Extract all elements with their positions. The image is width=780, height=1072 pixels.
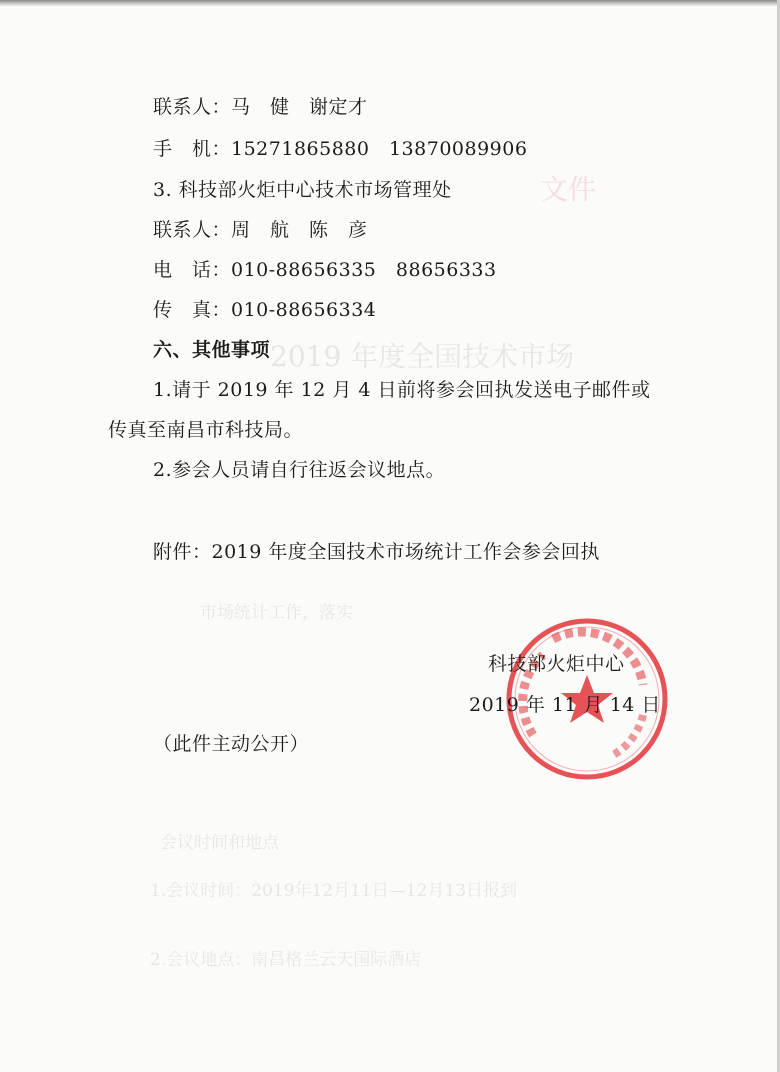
scan-top-edge <box>0 0 780 6</box>
bleed-through-para4: 2.会议地点：南昌格兰云天国际酒店 <box>150 950 422 970</box>
signature-org: 科技部火炬中心 <box>488 653 625 675</box>
contact-line-1: 联系人：马 健 谢定才 <box>153 96 368 118</box>
attachment-line: 附件：2019 年度全国技术市场统计工作会参会回执 <box>153 541 600 563</box>
bleed-through-para3: 1.会议时间：2019年12月11日—12月13日报到 <box>150 881 518 901</box>
contact-line-4: 联系人：周 航 陈 彦 <box>153 219 368 241</box>
contact-line-3: 3. 科技部火炬中心技术市场管理处 <box>153 179 452 201</box>
contact-line-2: 手 机：15271865880 13870089906 <box>153 138 528 160</box>
other-item-2: 2.参会人员请自行往返会议地点。 <box>153 459 446 481</box>
contact-line-6: 传 真：010-88656334 <box>153 299 377 321</box>
disclosure-note: （此件主动公开） <box>153 733 310 755</box>
section-heading-other: 六、其他事项 <box>153 339 271 361</box>
other-item-1-line-a: 1.请于 2019 年 12 月 4 日前将参会回执发送电子邮件或 <box>153 379 651 401</box>
bleed-through-para1: 市场统计工作，落实 <box>200 603 353 623</box>
bleed-through-heading: 2019 年度全国技术市场 <box>270 340 575 373</box>
contact-line-5: 电 话：010-88656335 88656333 <box>153 259 497 281</box>
bleed-through-title: 文件 <box>540 173 597 206</box>
bleed-through-para2: 会议时间和地点 <box>160 833 279 853</box>
signature-date: 2019 年 11 月 14 日 <box>469 694 661 716</box>
other-item-1-line-b: 传真至南昌市科技局。 <box>108 419 304 441</box>
